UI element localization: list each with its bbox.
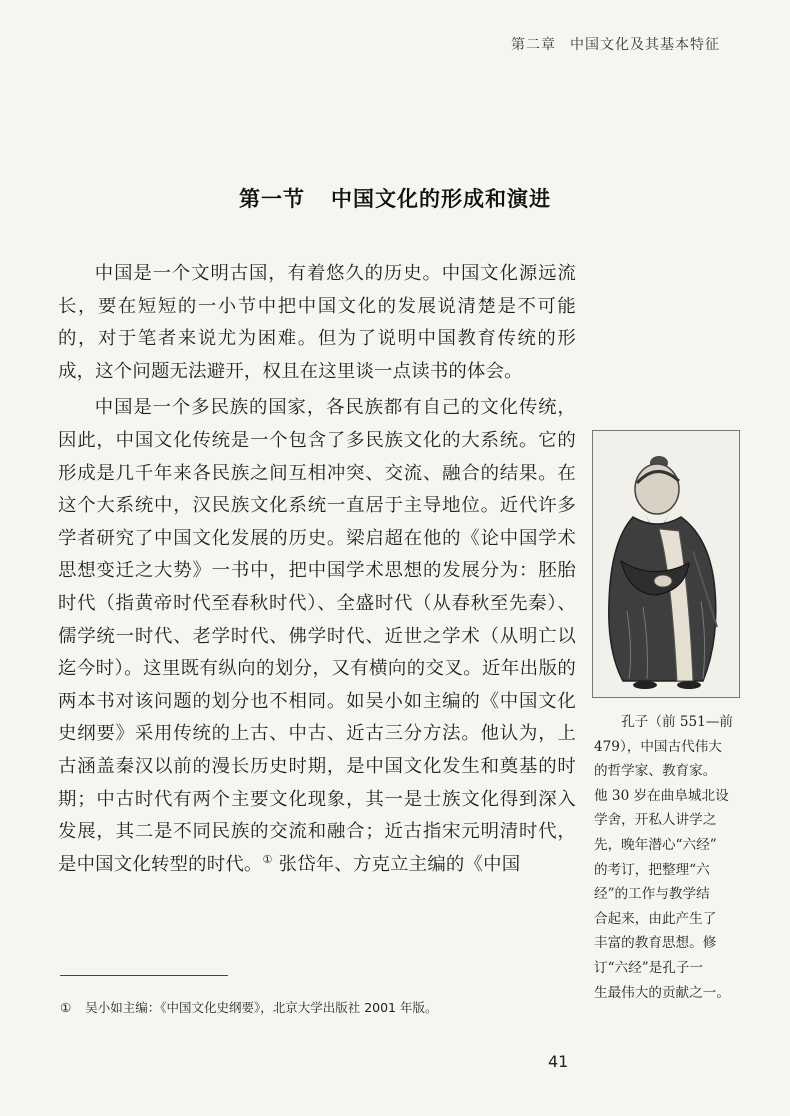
caption-line: 生最伟大的贡献之一。	[594, 984, 730, 1001]
section-number: 第一节	[239, 187, 305, 211]
caption-line: 孔子（前 551—前	[621, 714, 734, 730]
caption-line: 订“六经”是孔子一	[594, 959, 704, 976]
footnote-mark: ①	[60, 1000, 72, 1015]
confucius-portrait-icon	[593, 431, 739, 697]
footnote-reference[interactable]: ①	[262, 852, 273, 866]
paragraph-2-continued: 张岱年、方克立主编的《中国	[272, 853, 521, 875]
main-text-column	[58, 258, 576, 881]
paragraph-2-text: 中国是一个多民族的国家，各民族都有自己的文化传统，因此，中国文化传统是一个包含了多民族文化的大系统。它的形成是几千年来各民族之间互相冲突、交流、融合的结果。在这个大系统中，汉民族文化系统一直居于主导地位。近代许多学者研究了中国文化发展的历史。梁启超在他的《论中国学术思想变迁之大势》一书中，把中国学术思想的发展分为：胚胎时代（指黄帝时代至春秋时代）、全盛时代（从春秋至先秦）、儒学统一时代、老学时代、佛学时代、近世之学术（从明亡以迄今时）。这里既有纵向的划分，又有横向的交叉。近年出版的两本书对该问题的划分也不相同。如吴小如主编的《中国文化史纲要》采用传统的上古、中古、近古三分方法。他认为，上古涵盖秦汉以前的漫长历史时期，是中国文化发生和奠基的时期；中古时代有两个主要文化现象，其一是士族文化得到深入发展，其二是不同民族的交流和融合；近古指宋元明清时代，是中国文化转型的时代。	[58, 397, 576, 875]
paragraph-1: 中国是一个文明古国，有着悠久的历史。中国文化源远流长，要在短短的一小节中把中国文化的发展说清楚是不可能的，对于笔者来说尤为困难。但为了说明中国教育传统的形成，这个问题无法避开，权且在这里谈一点读书的体会。	[58, 263, 576, 382]
section-heading	[0, 183, 790, 213]
caption-line: 经”的工作与教学结	[594, 886, 710, 903]
footnote-text: 吴小如主编：《中国文化史纲要》，北京大学出版社 2001 年版。	[85, 1000, 438, 1015]
caption-line: 的哲学家、教育家。	[594, 763, 717, 780]
chapter-number: 第二章	[511, 37, 556, 53]
footnote-divider	[60, 975, 228, 976]
caption-line: 他 30 岁在曲阜城北设	[594, 787, 729, 804]
caption-line: 合起来，由此产生了	[594, 910, 717, 927]
caption-line: 479），中国古代伟大	[594, 738, 722, 755]
paragraph-2	[58, 392, 576, 881]
caption-line: 先，晚年潜心“六经”	[594, 836, 717, 853]
footnote	[60, 998, 437, 1016]
caption-line: 的考订，把整理“六	[594, 861, 710, 878]
caption-line: 丰富的教育思想。修	[594, 935, 717, 952]
caption-line: 学舍，开私人讲学之	[594, 812, 717, 829]
running-header	[511, 34, 720, 54]
page-number: 41	[548, 1052, 569, 1071]
portrait-figure	[592, 430, 740, 698]
chapter-title: 中国文化及其基本特征	[570, 37, 720, 53]
section-title: 中国文化的形成和演进	[331, 187, 551, 211]
figure-caption	[594, 710, 744, 1005]
